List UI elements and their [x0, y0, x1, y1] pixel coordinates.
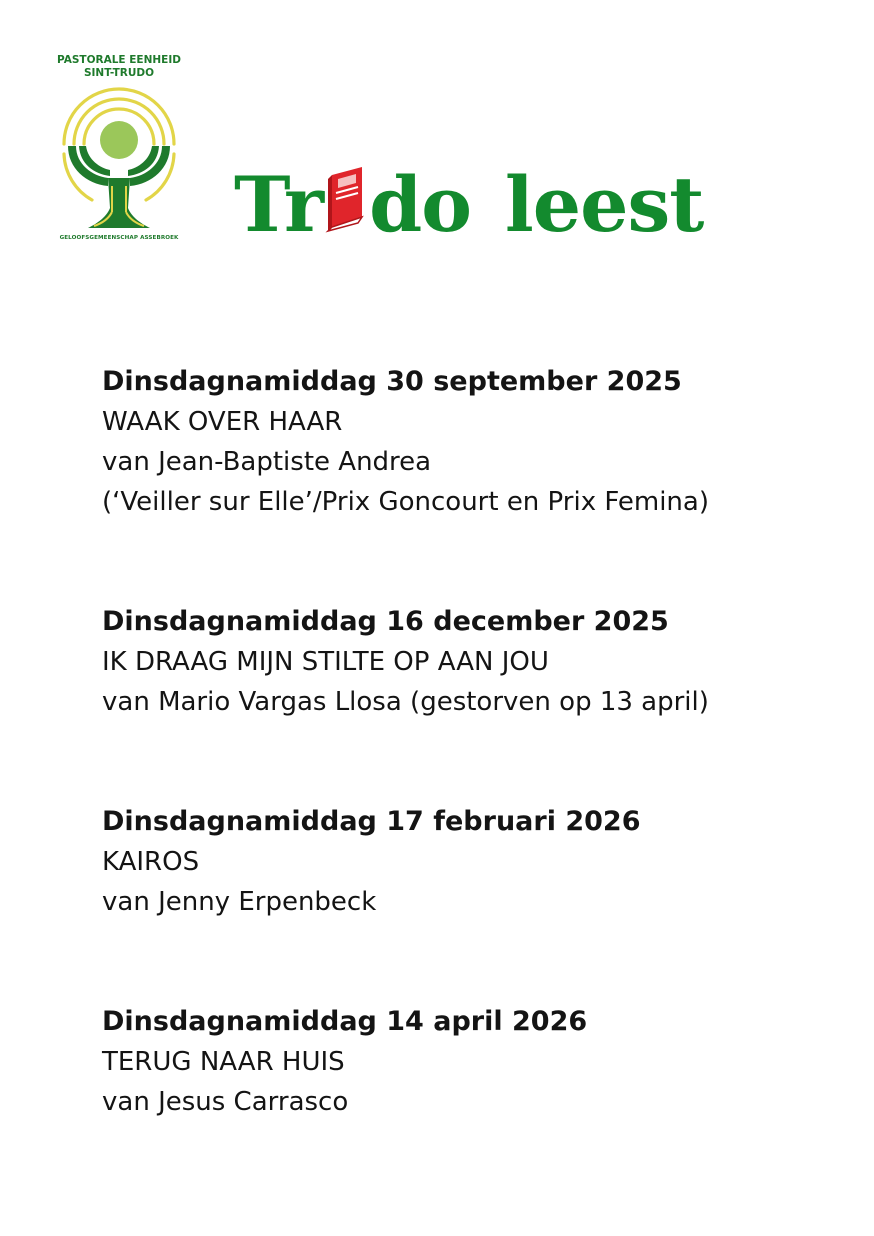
event-1: [102, 362, 842, 522]
event-author: van Mario Vargas Llosa (gestorven op 13 april): [102, 687, 709, 717]
reading-schedule: [102, 362, 842, 1122]
event-book-title: WAAK OVER HAAR: [102, 407, 343, 437]
tree-sun-logo-icon: [52, 82, 186, 234]
event-note: (‘Veiller sur Elle’/Prix Goncourt en Prix Femina): [102, 487, 709, 517]
trudo-leest-title: [234, 160, 703, 250]
title-part-2: do: [369, 160, 471, 249]
event-4: [102, 1002, 842, 1122]
event-book-title: KAIROS: [102, 847, 200, 877]
event-2: [102, 602, 842, 722]
event-author: van Jesus Carrasco: [102, 1087, 349, 1117]
event-book-title: TERUG NAAR HUIS: [102, 1047, 345, 1077]
logo-text-top-2: SINT-TRUDO: [83, 67, 155, 79]
red-book-icon: [324, 165, 368, 245]
title-part-1: Tr: [234, 160, 324, 249]
event-book-title: IK DRAAG MIJN STILTE OP AAN JOU: [102, 647, 549, 677]
event-date: Dinsdagnamiddag 17 februari 2026: [102, 806, 641, 837]
logo-text-top-1: PASTORALE EENHEID: [57, 54, 181, 66]
event-author: van Jenny Erpenbeck: [102, 887, 377, 917]
parish-logo: [52, 52, 186, 252]
logo-text-bottom: GELOOFSGEMEENSCHAP ASSEBROEK: [59, 235, 179, 241]
event-author: van Jean-Baptiste Andrea: [102, 447, 432, 477]
event-date: Dinsdagnamiddag 30 september 2025: [102, 366, 682, 397]
event-3: [102, 802, 842, 922]
title-part-3: leest: [504, 160, 704, 249]
event-date: Dinsdagnamiddag 14 april 2026: [102, 1006, 588, 1037]
event-date: Dinsdagnamiddag 16 december 2025: [102, 606, 669, 637]
